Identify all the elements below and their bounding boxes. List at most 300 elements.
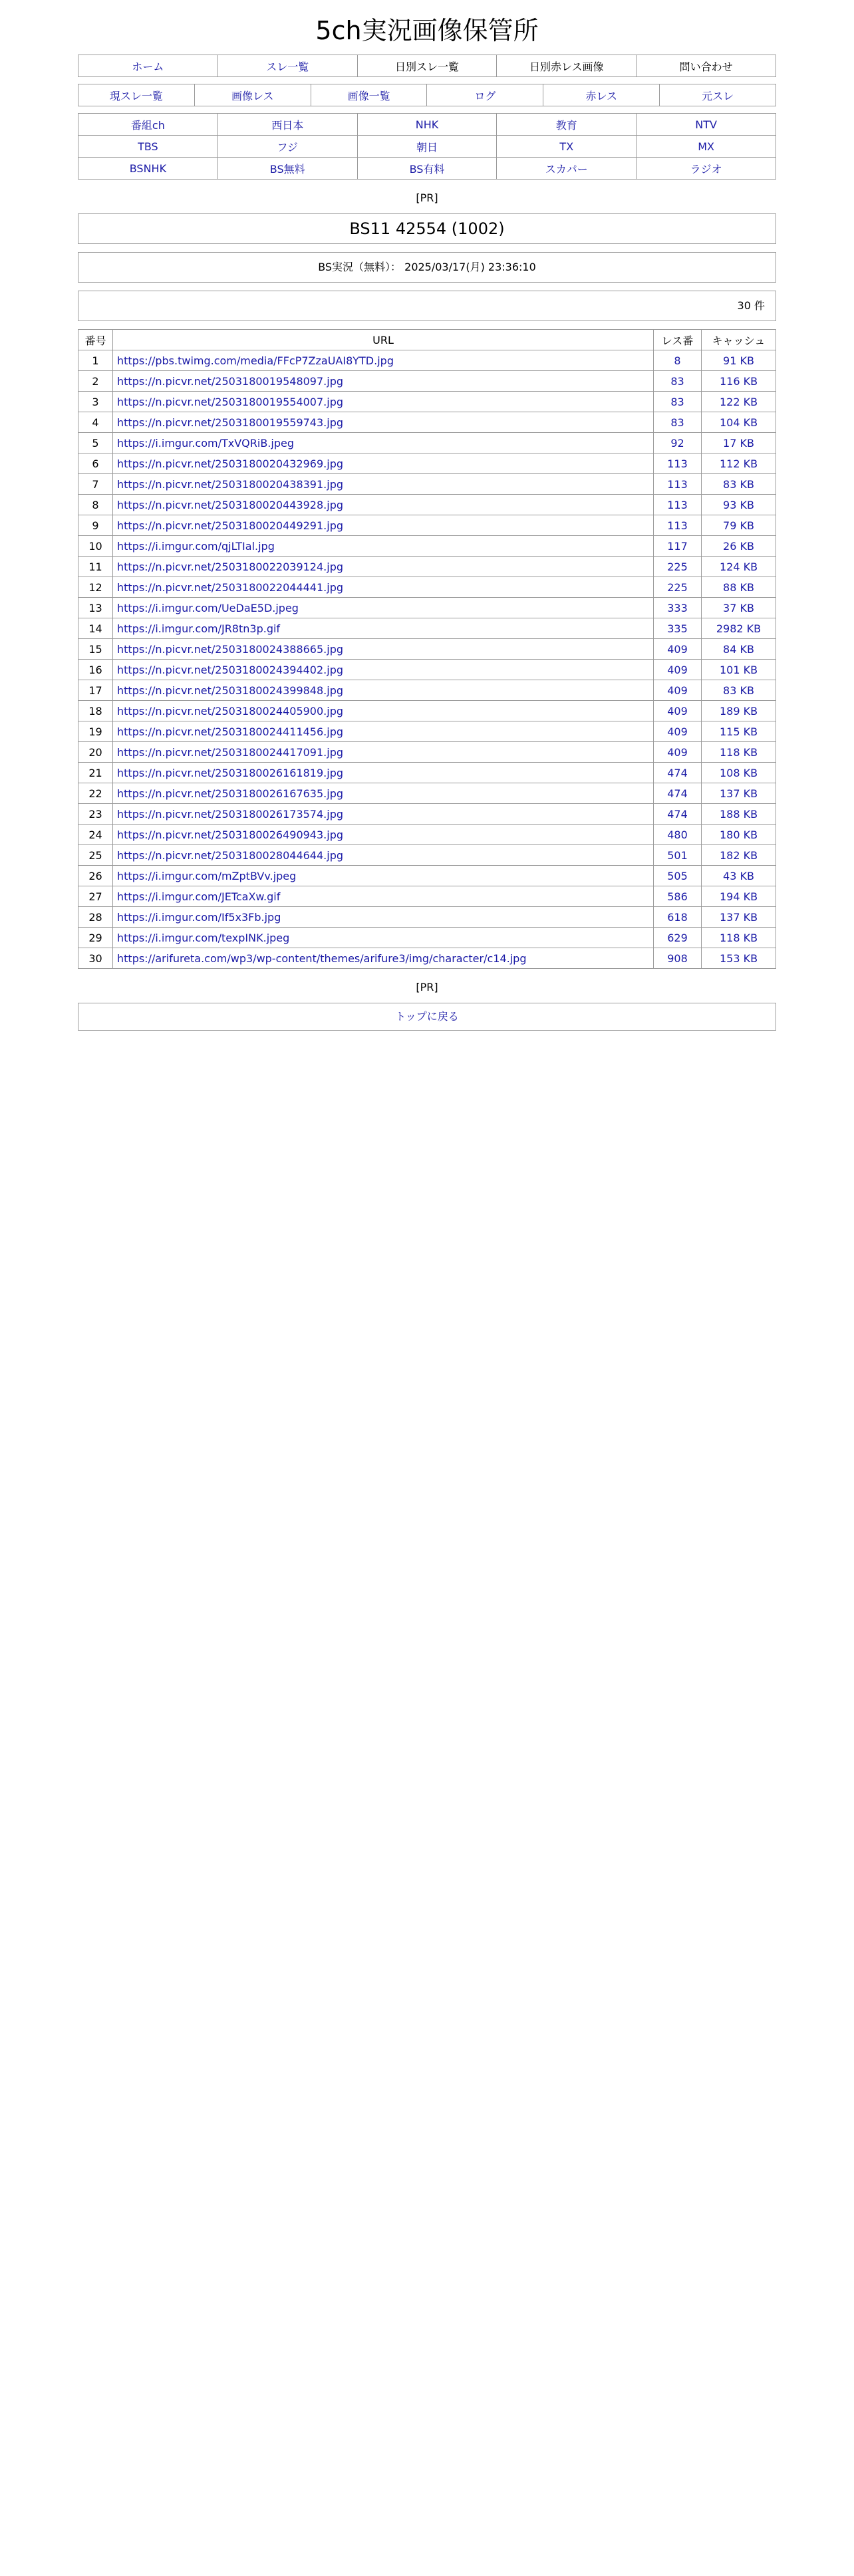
image-url-link[interactable]: https://n.picvr.net/2503180019559743.jpg [117,416,344,429]
cache-cell [702,350,776,371]
row-number: 17 [78,680,113,701]
table-row [78,371,776,392]
image-url-link[interactable]: https://i.imgur.com/mZptBVv.jpeg [117,869,297,882]
image-url-link[interactable]: https://n.picvr.net/2503180020449291.jpg [117,519,344,532]
table-row [78,598,776,618]
main-nav-item-4-cell [637,55,776,77]
res-number-link[interactable]: 501 [667,848,688,862]
res-number-link[interactable]: 480 [667,828,688,841]
main-nav-item-4: 問い合わせ [679,60,733,73]
image-url-link[interactable]: https://n.picvr.net/2503180026167635.jpg [117,787,344,800]
res-number-link[interactable]: 335 [667,622,688,635]
thread-nav-item-3[interactable]: ログ [474,89,496,102]
image-url-link[interactable]: https://n.picvr.net/2503180020438391.jpg [117,477,344,491]
cache-cell [702,845,776,866]
res-number-link[interactable]: 8 [674,354,681,367]
url-cell [113,660,654,680]
res-number-link[interactable]: 474 [667,807,688,821]
row-number: 18 [78,701,113,721]
page-container [78,15,776,1031]
image-url-link[interactable]: https://n.picvr.net/2503180024417091.jpg [117,745,344,759]
main-nav-item-0-cell [78,55,218,77]
cache-link[interactable]: 93 KB [723,498,754,511]
cache-link[interactable]: 26 KB [723,539,754,553]
cache-link[interactable]: 83 KB [723,477,754,491]
cache-cell [702,495,776,515]
cache-cell [702,763,776,783]
image-url-link[interactable]: https://i.imgur.com/JETcaXw.gif [117,890,281,903]
image-url-link[interactable]: https://i.imgur.com/If5x3Fb.jpg [117,910,281,924]
row-number: 10 [78,536,113,557]
cache-cell [702,783,776,804]
image-url-link[interactable]: https://n.picvr.net/2503180020443928.jpg [117,498,344,511]
res-number-cell [654,618,702,639]
res-number-cell [654,660,702,680]
channel-link-0-0-cell [78,114,218,136]
site-title: 5ch実況画像保管所 [315,16,539,45]
row-number: 21 [78,763,113,783]
image-table-header [78,330,776,350]
thread-nav-item-1[interactable]: 画像レス [231,89,274,102]
row-number: 6 [78,453,113,474]
cache-link[interactable]: 2982 KB [716,622,762,635]
channel-nav-row [78,114,776,136]
image-url-link[interactable]: https://n.picvr.net/2503180024394402.jpg [117,663,344,676]
image-url-link[interactable]: https://n.picvr.net/2503180022044441.jpg [117,580,344,594]
cache-cell [702,866,776,886]
cache-link[interactable]: 137 KB [719,910,758,924]
image-url-link[interactable]: https://n.picvr.net/2503180028044644.jpg [117,848,344,862]
cache-cell [702,598,776,618]
table-row [78,618,776,639]
cache-cell [702,474,776,495]
main-nav-item-0[interactable]: ホーム [132,60,164,73]
channel-nav-row [78,158,776,180]
cache-cell [702,515,776,536]
table-row [78,453,776,474]
res-number-link[interactable]: 225 [667,580,688,594]
cache-cell [702,701,776,721]
channel-link-1-0[interactable]: TBS [138,140,158,153]
pr-label: [PR] [416,192,438,204]
row-number: 7 [78,474,113,495]
row-number: 13 [78,598,113,618]
image-url-link[interactable]: https://i.imgur.com/TxVQRiB.jpeg [117,436,294,450]
url-cell [113,474,654,495]
url-cell [113,886,654,907]
url-cell [113,557,654,577]
row-number: 30 [78,948,113,969]
channel-link-2-2-cell [357,158,497,180]
table-row [78,680,776,701]
res-number-cell [654,886,702,907]
image-url-link[interactable]: https://i.imgur.com/UeDaE5D.jpeg [117,601,299,614]
image-url-link[interactable]: https://n.picvr.net/2503180026161819.jpg [117,766,344,779]
header-url: URL [113,330,654,350]
cache-link[interactable]: 122 KB [719,395,758,408]
res-number-cell [654,721,702,742]
table-row [78,948,776,969]
table-row [78,928,776,948]
res-number-cell [654,392,702,412]
row-number: 24 [78,825,113,845]
res-number-link[interactable]: 225 [667,560,688,573]
row-number: 23 [78,804,113,825]
channel-link-0-3-cell [497,114,637,136]
res-number-link[interactable]: 409 [667,684,688,697]
table-row [78,742,776,763]
res-number-cell [654,536,702,557]
table-row [78,866,776,886]
main-nav-item-3: 日別赤レス画像 [529,60,604,73]
thread-title: BS11 42554 (1002) [78,213,776,244]
table-row [78,886,776,907]
cache-link[interactable]: 115 KB [719,725,758,738]
row-number: 2 [78,371,113,392]
thread-nav-row [78,84,776,106]
thread-nav-item-4-cell [543,84,660,106]
row-number: 14 [78,618,113,639]
main-nav-item-1[interactable]: スレ一覧 [266,60,309,73]
res-number-cell [654,515,702,536]
cache-link[interactable]: 118 KB [719,931,758,944]
cache-cell [702,742,776,763]
back-to-top-link[interactable]: トップに戻る [395,1010,459,1023]
url-cell [113,639,654,660]
res-number-cell [654,804,702,825]
table-row [78,577,776,598]
cache-link[interactable]: 79 KB [723,519,754,532]
row-number: 29 [78,928,113,948]
channel-link-1-1-cell [217,136,357,158]
url-cell [113,721,654,742]
cache-link[interactable]: 194 KB [719,890,758,903]
image-url-link[interactable]: https://arifureta.com/wp3/wp-content/themes/arifure3/img/character/c14.jpg [117,952,527,965]
image-url-link[interactable]: https://n.picvr.net/2503180019548097.jpg [117,374,344,388]
thread-info: BS実況（無料）： 2025/03/17(月) 23:36:10 [78,252,776,283]
row-number: 8 [78,495,113,515]
thread-nav-item-2[interactable]: 画像一覧 [347,89,390,102]
image-url-link[interactable]: https://n.picvr.net/2503180024411456.jpg [117,725,344,738]
url-cell [113,392,654,412]
url-cell [113,536,654,557]
thread-count: 30 件 [78,291,776,321]
channel-link-1-4[interactable]: MX [698,140,714,153]
row-number: 19 [78,721,113,742]
table-row [78,721,776,742]
row-number: 25 [78,845,113,866]
channel-link-0-0[interactable]: 番組ch [130,118,165,132]
table-row [78,660,776,680]
res-number-link[interactable]: 618 [667,910,688,924]
main-nav-item-1-cell [217,55,357,77]
cache-link[interactable]: 124 KB [719,560,758,573]
channel-link-0-2-cell [357,114,497,136]
res-number-cell [654,453,702,474]
channel-link-0-4-cell [637,114,776,136]
row-number: 22 [78,783,113,804]
cache-link[interactable]: 118 KB [719,745,758,759]
res-number-link[interactable]: 409 [667,663,688,676]
res-number-link[interactable]: 908 [667,952,688,965]
cache-link[interactable]: 104 KB [719,416,758,429]
cache-cell [702,804,776,825]
table-row [78,412,776,433]
url-cell [113,866,654,886]
cache-link[interactable]: 101 KB [719,663,758,676]
table-row [78,495,776,515]
image-url-link[interactable]: https://n.picvr.net/2503180019554007.jpg [117,395,344,408]
table-row [78,515,776,536]
cache-link[interactable]: 116 KB [719,374,758,388]
cache-cell [702,453,776,474]
row-number: 20 [78,742,113,763]
res-number-cell [654,371,702,392]
cache-link[interactable]: 108 KB [719,766,758,779]
image-url-link[interactable]: https://pbs.twimg.com/media/FFcP7ZzaUAI8YTD.jpg [117,354,394,367]
res-number-cell [654,557,702,577]
channel-link-2-3[interactable]: スカパー [545,162,588,176]
image-url-link[interactable]: https://i.imgur.com/JR8tn3p.gif [117,622,281,635]
row-number: 27 [78,886,113,907]
channel-link-1-0-cell [78,136,218,158]
table-row [78,701,776,721]
channel-nav-row [78,136,776,158]
cache-cell [702,618,776,639]
url-cell [113,783,654,804]
row-number: 4 [78,412,113,433]
res-number-link[interactable]: 333 [667,601,688,614]
res-number-cell [654,907,702,928]
url-cell [113,763,654,783]
table-row [78,536,776,557]
res-number-cell [654,598,702,618]
main-nav-item-2: 日別スレ一覧 [394,60,459,73]
url-cell [113,948,654,969]
res-number-link[interactable]: 409 [667,642,688,656]
table-row [78,433,776,453]
res-number-link[interactable]: 92 [670,436,684,450]
channel-link-1-2[interactable]: 朝日 [416,140,438,154]
cache-link[interactable]: 17 KB [723,436,754,450]
table-row [78,639,776,660]
channel-link-2-0[interactable]: BSNHK [129,162,167,175]
cache-cell [702,825,776,845]
row-number: 3 [78,392,113,412]
url-cell [113,515,654,536]
thread-nav-item-3-cell [427,84,543,106]
table-row [78,907,776,928]
channel-link-1-1[interactable]: フジ [277,140,298,154]
url-cell [113,701,654,721]
res-number-link[interactable]: 505 [667,869,688,882]
cache-cell [702,907,776,928]
cache-cell [702,371,776,392]
url-cell [113,804,654,825]
channel-link-2-2[interactable]: BS有料 [409,162,445,176]
url-cell [113,577,654,598]
row-number: 15 [78,639,113,660]
image-url-link[interactable]: https://n.picvr.net/2503180024399848.jpg [117,684,344,697]
channel-link-2-1[interactable]: BS無料 [269,162,305,176]
image-url-link[interactable]: https://n.picvr.net/2503180022039124.jpg [117,560,344,573]
res-number-link[interactable]: 117 [667,539,688,553]
cache-link[interactable]: 83 KB [723,684,754,697]
res-number-cell [654,866,702,886]
channel-link-0-2[interactable]: NHK [415,118,439,131]
url-cell [113,825,654,845]
channel-link-0-1-cell [217,114,357,136]
res-number-link[interactable]: 113 [667,477,688,491]
cache-link[interactable]: 153 KB [719,952,758,965]
cache-link[interactable]: 43 KB [723,869,754,882]
cache-cell [702,948,776,969]
image-url-link[interactable]: https://n.picvr.net/2503180026490943.jpg [117,828,344,841]
channel-link-1-2-cell [357,136,497,158]
channel-link-0-1[interactable]: 西日本 [271,118,304,132]
main-nav-row [78,55,776,77]
cache-cell [702,392,776,412]
res-number-link[interactable]: 586 [667,890,688,903]
thread-nav-item-5-cell [660,84,776,106]
res-number-link[interactable]: 629 [667,931,688,944]
cache-link[interactable]: 37 KB [723,601,754,614]
cache-cell [702,433,776,453]
back-to-top-box [78,1003,776,1031]
image-url-link[interactable]: https://i.imgur.com/texpINK.jpeg [117,931,290,944]
channel-link-2-0-cell [78,158,218,180]
url-cell [113,350,654,371]
res-number-link[interactable]: 83 [670,395,684,408]
res-number-cell [654,825,702,845]
url-cell [113,845,654,866]
footer-pr-label: [PR] [416,981,438,993]
thread-nav-item-5[interactable]: 元スレ [702,89,734,102]
image-url-link[interactable]: https://n.picvr.net/2503180024388665.jpg [117,642,344,656]
url-cell [113,412,654,433]
res-number-cell [654,701,702,721]
cache-cell [702,721,776,742]
main-nav [78,55,776,77]
channel-link-2-4-cell [637,158,776,180]
image-url-link[interactable]: https://n.picvr.net/2503180026173574.jpg [117,807,344,821]
res-number-link[interactable]: 409 [667,725,688,738]
res-number-link[interactable]: 83 [670,416,684,429]
channel-link-0-4[interactable]: NTV [695,118,717,131]
cache-cell [702,886,776,907]
row-number: 28 [78,907,113,928]
row-number: 1 [78,350,113,371]
res-number-link[interactable]: 113 [667,457,688,470]
res-number-cell [654,948,702,969]
res-number-cell [654,495,702,515]
header-res-number: レス番 [654,330,702,350]
table-row [78,825,776,845]
cache-cell [702,928,776,948]
cache-cell [702,577,776,598]
table-row [78,783,776,804]
res-number-cell [654,763,702,783]
row-number: 9 [78,515,113,536]
res-number-link[interactable]: 409 [667,704,688,717]
cache-cell [702,412,776,433]
url-cell [113,618,654,639]
table-row [78,763,776,783]
thread-nav-item-4[interactable]: 赤レス [585,89,617,102]
channel-link-0-3[interactable]: 教育 [555,118,577,132]
table-row [78,804,776,825]
cache-link[interactable]: 180 KB [719,828,758,841]
res-number-link[interactable]: 409 [667,745,688,759]
url-cell [113,907,654,928]
thread-nav-item-1-cell [194,84,311,106]
res-number-cell [654,783,702,804]
image-table-body [78,350,776,969]
table-row [78,350,776,371]
row-number: 5 [78,433,113,453]
url-cell [113,742,654,763]
cache-link[interactable]: 112 KB [719,457,758,470]
cache-link[interactable]: 91 KB [723,354,754,367]
cache-link[interactable]: 137 KB [719,787,758,800]
url-cell [113,453,654,474]
cache-link[interactable]: 182 KB [719,848,758,862]
image-url-link[interactable]: https://n.picvr.net/2503180024405900.jpg [117,704,344,717]
cache-cell [702,680,776,701]
cache-link[interactable]: 188 KB [719,807,758,821]
res-number-cell [654,474,702,495]
cache-cell [702,639,776,660]
cache-link[interactable]: 84 KB [723,642,754,656]
channel-link-2-3-cell [497,158,637,180]
channel-link-1-4-cell [637,136,776,158]
image-table [78,329,776,969]
channel-link-1-3-cell [497,136,637,158]
channel-link-2-4[interactable]: ラジオ [690,162,722,176]
res-number-link[interactable]: 113 [667,498,688,511]
res-number-link[interactable]: 113 [667,519,688,532]
cache-link[interactable]: 189 KB [719,704,758,717]
res-number-cell [654,350,702,371]
main-nav-item-2-cell [357,55,497,77]
thread-nav-item-2-cell [311,84,427,106]
row-number: 26 [78,866,113,886]
cache-cell [702,536,776,557]
res-number-cell [654,412,702,433]
cache-link[interactable]: 88 KB [723,580,754,594]
cache-cell [702,557,776,577]
channel-link-2-1-cell [217,158,357,180]
url-cell [113,495,654,515]
channel-link-1-3[interactable]: TX [559,140,574,153]
res-number-link[interactable]: 83 [670,374,684,388]
image-url-link[interactable]: https://i.imgur.com/qjLTIal.jpg [117,539,275,553]
res-number-cell [654,680,702,701]
res-number-cell [654,577,702,598]
row-number: 16 [78,660,113,680]
res-number-link[interactable]: 474 [667,766,688,779]
image-url-link[interactable]: https://n.picvr.net/2503180020432969.jpg [117,457,344,470]
res-number-cell [654,845,702,866]
res-number-cell [654,928,702,948]
url-cell [113,928,654,948]
main-nav-item-3-cell [497,55,637,77]
table-row [78,845,776,866]
thread-nav [78,84,776,106]
thread-nav-item-0[interactable]: 現スレ一覧 [109,89,163,102]
res-number-cell [654,433,702,453]
res-number-link[interactable]: 474 [667,787,688,800]
